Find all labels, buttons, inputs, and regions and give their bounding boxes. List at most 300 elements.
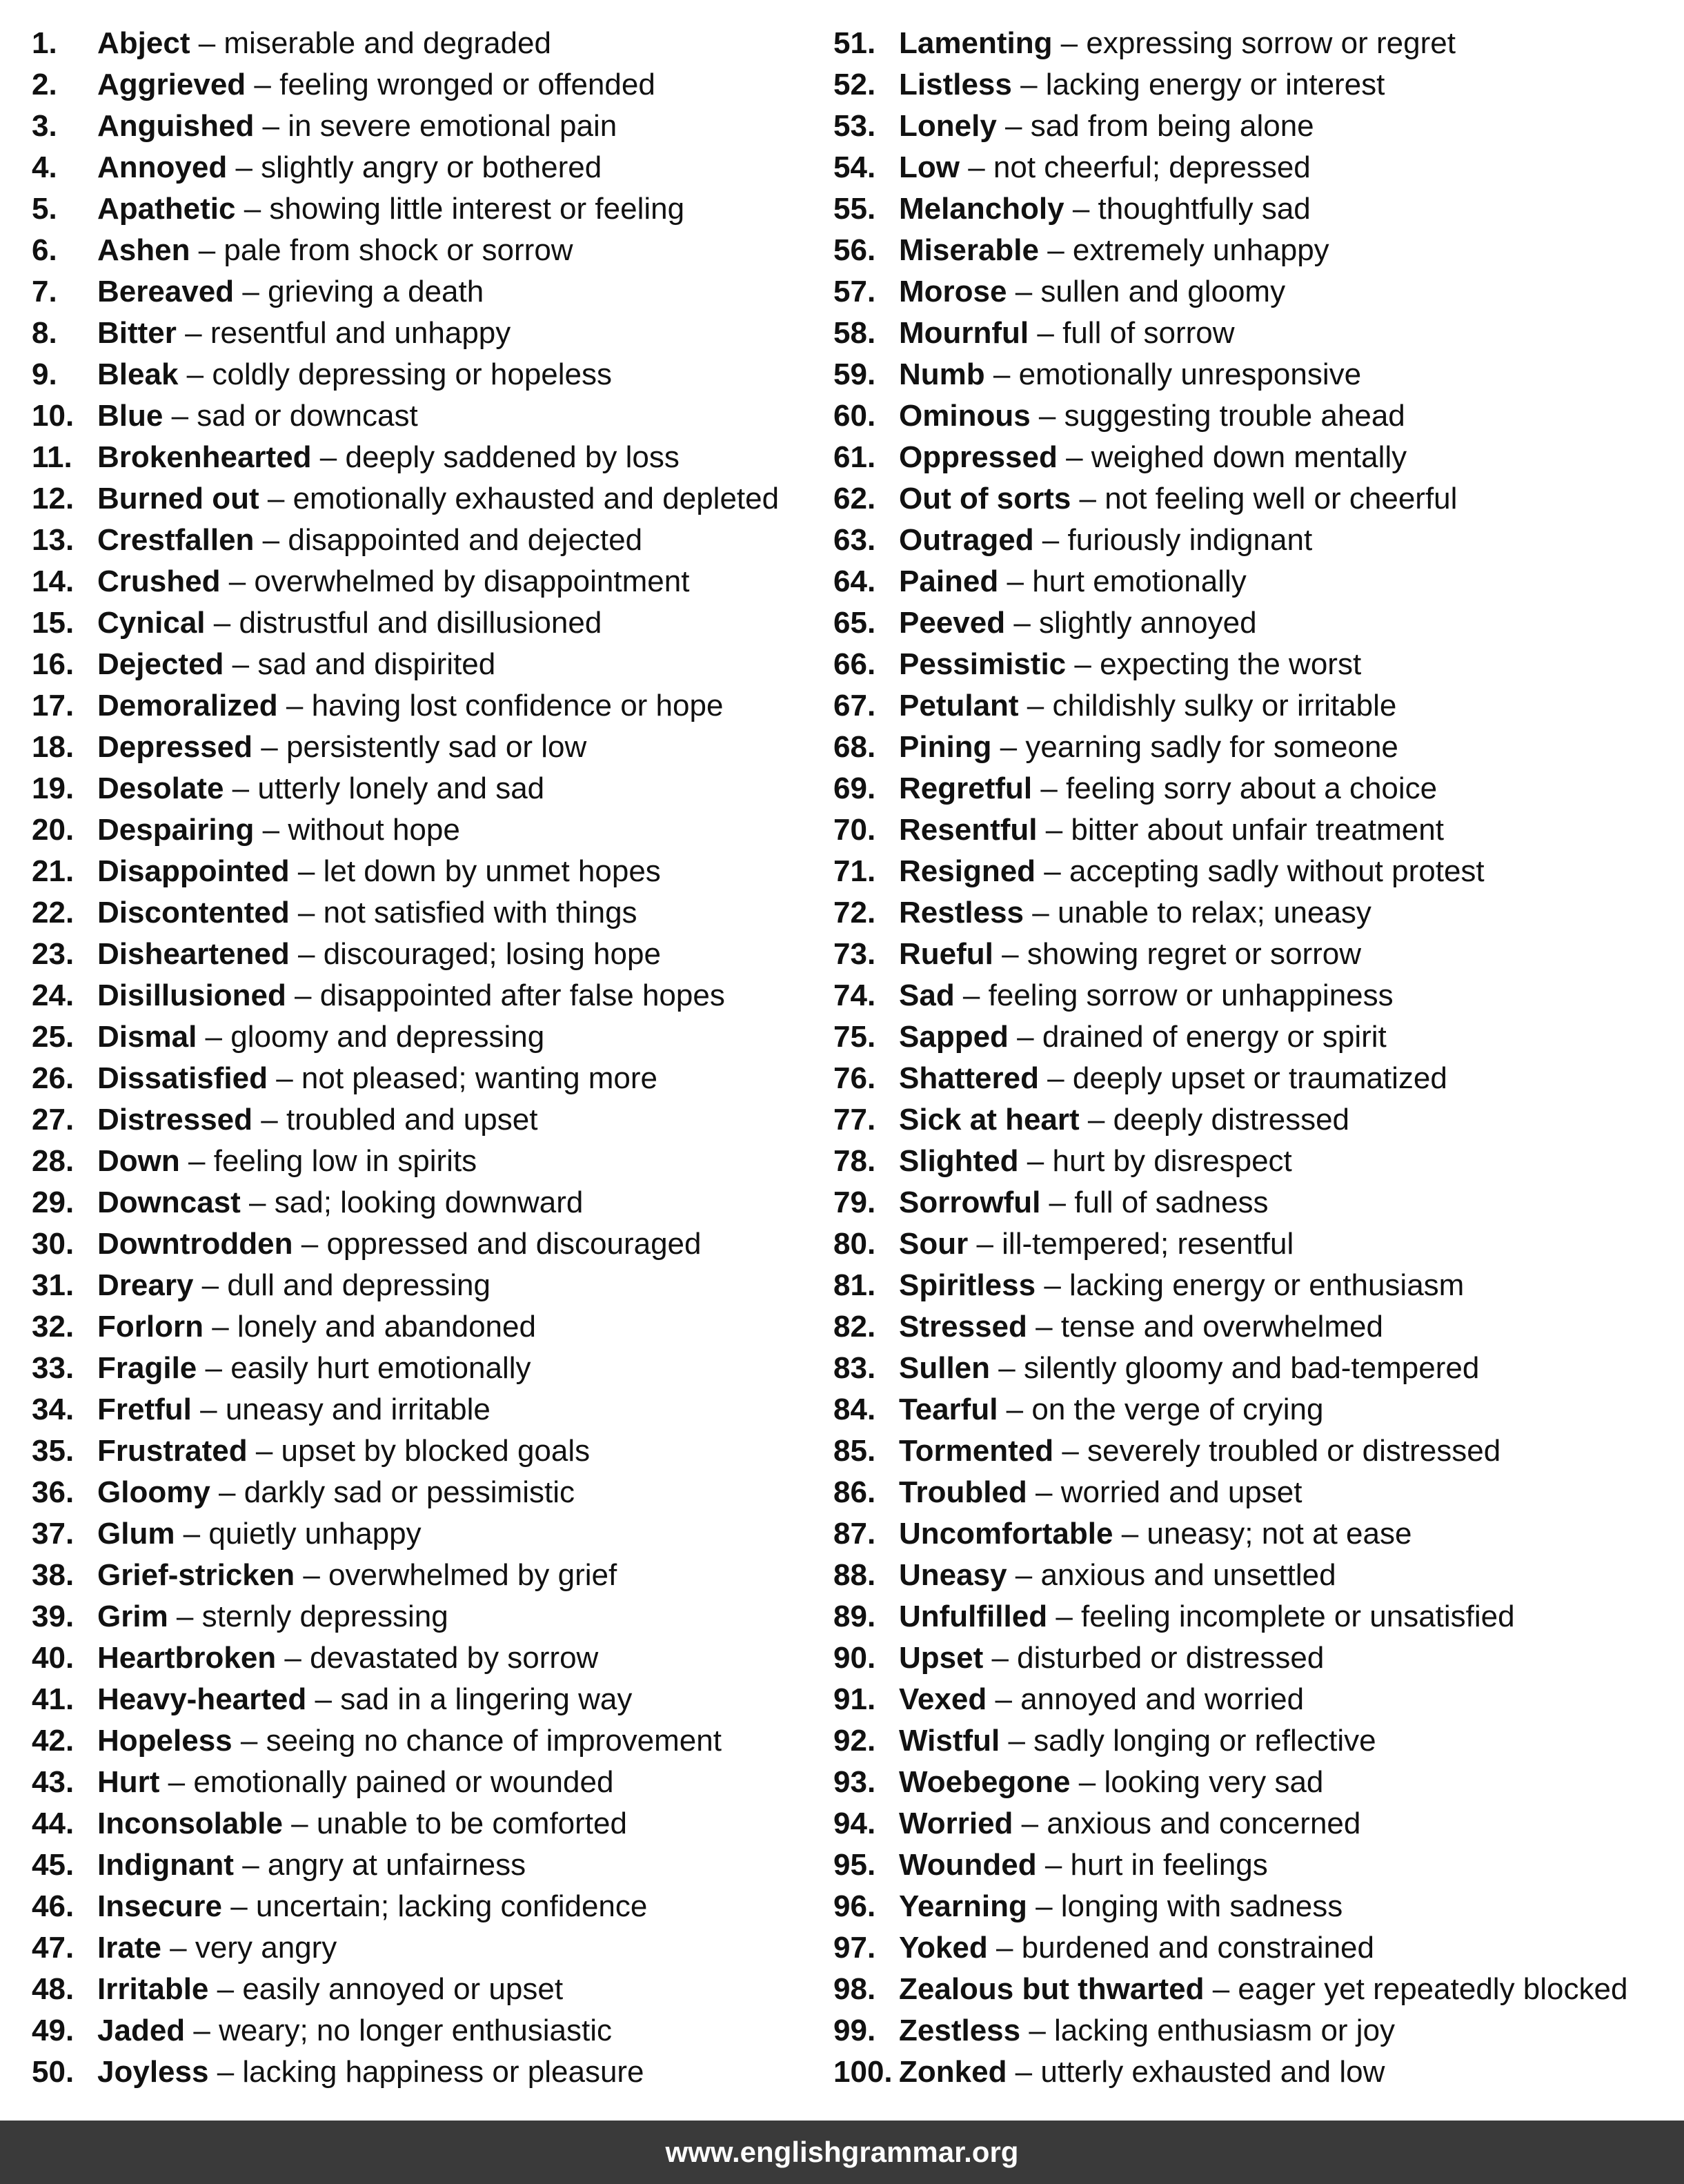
item-separator: –	[983, 1641, 1018, 1675]
item-word: Jaded	[97, 2014, 186, 2047]
item-definition: disappointed after false hopes	[319, 978, 725, 1012]
item-separator: –	[210, 1475, 244, 1509]
item-text	[899, 23, 1456, 64]
list-item	[32, 1430, 846, 1472]
item-word: Sorrowful	[899, 1186, 1041, 1219]
item-separator: –	[252, 730, 286, 764]
item-text	[97, 975, 725, 1016]
list-item	[32, 1348, 846, 1389]
list-item	[833, 478, 1647, 520]
list-item	[32, 106, 846, 147]
item-word: Regretful	[899, 771, 1033, 805]
item-definition: emotionally exhausted and depleted	[293, 482, 780, 515]
item-word: Spiritless	[899, 1268, 1036, 1302]
item-text	[899, 561, 1247, 602]
item-definition: lacking energy or enthusiasm	[1069, 1268, 1465, 1302]
item-number: 13.	[32, 523, 75, 557]
item-definition: feeling incomplete or unsatisfied	[1081, 1600, 1515, 1633]
item-number: 9.	[32, 357, 57, 391]
item-text	[899, 1969, 1627, 2010]
list-column-left	[32, 23, 846, 2093]
item-number: 55.	[833, 192, 876, 226]
item-definition: anxious and concerned	[1047, 1807, 1361, 1840]
item-text	[97, 1141, 477, 1182]
list-item	[833, 1306, 1647, 1348]
item-definition: persistently sad or low	[286, 730, 587, 764]
list-item	[833, 1720, 1647, 1762]
item-word: Forlorn	[97, 1310, 204, 1344]
item-text	[97, 934, 661, 975]
list-item	[32, 685, 846, 727]
item-number: 20.	[32, 813, 75, 847]
item-text	[899, 1265, 1464, 1306]
list-item	[833, 1762, 1647, 1803]
item-separator: –	[954, 978, 989, 1012]
item-definition: longing with sadness	[1060, 1889, 1343, 1923]
item-separator: –	[185, 2014, 219, 2047]
list-item	[32, 644, 846, 685]
list-item	[833, 1430, 1647, 1472]
item-word: Dismal	[97, 1020, 197, 1054]
item-definition: utterly lonely and sad	[257, 771, 545, 805]
item-number: 92.	[833, 1724, 876, 1758]
item-word: Dissatisfied	[97, 1061, 268, 1095]
item-definition: uneasy and irritable	[225, 1393, 491, 1426]
list-item	[32, 2010, 846, 2052]
item-definition: sullen and gloomy	[1040, 275, 1286, 308]
item-text	[97, 478, 779, 520]
list-item	[32, 1844, 846, 1886]
item-word: Zestless	[899, 2014, 1021, 2047]
item-definition: looking very sad	[1104, 1765, 1324, 1799]
item-number: 12.	[32, 482, 75, 515]
item-number: 7.	[32, 275, 57, 308]
item-text	[97, 1265, 491, 1306]
item-text	[899, 1182, 1269, 1223]
item-definition: on the verge of crying	[1031, 1393, 1324, 1426]
item-text	[899, 1099, 1349, 1141]
item-definition: deeply upset or traumatized	[1072, 1061, 1447, 1095]
item-number: 21.	[32, 854, 75, 888]
item-separator: –	[987, 1931, 1022, 1965]
item-separator: –	[1057, 440, 1091, 474]
item-text	[899, 520, 1312, 561]
list-item	[32, 230, 846, 271]
item-separator: –	[1038, 233, 1073, 267]
list-item	[32, 1803, 846, 1844]
item-word: Fretful	[97, 1393, 192, 1426]
item-text	[899, 644, 1361, 685]
item-word: Resentful	[899, 813, 1038, 847]
item-text	[97, 437, 680, 478]
list-item	[32, 1637, 846, 1679]
list-item	[833, 1637, 1647, 1679]
item-text	[97, 685, 723, 727]
item-text	[899, 1348, 1479, 1389]
list-item	[833, 851, 1647, 892]
item-word: Sapped	[899, 1020, 1009, 1054]
item-word: Out of sorts	[899, 482, 1071, 515]
item-text	[899, 727, 1398, 768]
list-item	[833, 1141, 1647, 1182]
item-definition: quietly unhappy	[208, 1517, 422, 1551]
item-definition: lacking energy or interest	[1045, 68, 1385, 101]
item-definition: slightly annoyed	[1039, 606, 1257, 640]
item-definition: lacking happiness or pleasure	[242, 2055, 644, 2089]
item-number: 97.	[833, 1931, 876, 1965]
list-item	[32, 478, 846, 520]
item-word: Hurt	[97, 1765, 160, 1799]
item-number: 25.	[32, 1020, 75, 1054]
list-item	[32, 1389, 846, 1430]
item-separator: –	[998, 1393, 1032, 1426]
list-item	[32, 1058, 846, 1099]
item-word: Grief-stricken	[97, 1558, 295, 1592]
item-number: 87.	[833, 1517, 876, 1551]
item-number: 14.	[32, 564, 75, 598]
list-item	[833, 1348, 1647, 1389]
item-number: 46.	[32, 1889, 75, 1923]
item-word: Downtrodden	[97, 1227, 293, 1261]
item-definition: upset by blocked goals	[281, 1434, 591, 1468]
item-definition: feeling sorry about a choice	[1066, 771, 1438, 805]
item-separator: –	[159, 1765, 194, 1799]
item-definition: disappointed and dejected	[288, 523, 643, 557]
item-word: Bereaved	[97, 275, 235, 308]
word-list	[0, 23, 1684, 2093]
item-text	[899, 685, 1396, 727]
item-definition: childishly sulky or irritable	[1052, 689, 1397, 722]
list-item	[32, 354, 846, 395]
item-definition: uncertain; lacking confidence	[255, 1889, 648, 1923]
item-number: 69.	[833, 771, 876, 805]
list-item	[32, 1762, 846, 1803]
item-text	[899, 2010, 1395, 2052]
item-separator: –	[1070, 1765, 1104, 1799]
list-item	[833, 561, 1647, 602]
list-item	[833, 1265, 1647, 1306]
item-definition: bitter about unfair treatment	[1071, 813, 1444, 847]
item-separator: –	[996, 109, 1031, 143]
item-definition: sad in a lingering way	[340, 1682, 633, 1716]
item-text	[899, 1058, 1447, 1099]
item-separator: –	[959, 150, 993, 184]
item-number: 59.	[833, 357, 876, 391]
item-definition: sad and dispirited	[257, 647, 496, 681]
item-separator: –	[311, 440, 346, 474]
item-text	[97, 1058, 657, 1099]
item-text	[97, 1223, 702, 1265]
item-word: Restless	[899, 896, 1024, 929]
list-item	[833, 1182, 1647, 1223]
item-number: 91.	[833, 1682, 876, 1716]
item-definition: full of sadness	[1074, 1186, 1269, 1219]
list-item	[833, 23, 1647, 64]
item-separator: –	[991, 730, 1026, 764]
item-word: Worried	[899, 1807, 1013, 1840]
item-separator: –	[232, 1724, 266, 1758]
item-definition: feeling low in spirits	[213, 1144, 477, 1178]
list-item	[32, 2052, 846, 2093]
item-number: 95.	[833, 1848, 876, 1882]
item-word: Tearful	[899, 1393, 998, 1426]
item-number: 28.	[32, 1144, 75, 1178]
item-definition: not feeling well or cheerful	[1104, 482, 1458, 515]
item-text	[899, 1762, 1323, 1803]
item-text	[899, 1637, 1324, 1679]
item-text	[899, 809, 1444, 851]
item-definition: angry at unfairness	[267, 1848, 526, 1882]
item-text	[899, 437, 1407, 478]
item-number: 72.	[833, 896, 876, 929]
list-item	[833, 1596, 1647, 1637]
item-separator: –	[254, 109, 288, 143]
item-separator: –	[1066, 647, 1100, 681]
item-text	[97, 768, 544, 809]
item-word: Irritable	[97, 1972, 209, 2006]
item-number: 74.	[833, 978, 876, 1012]
item-text	[97, 23, 551, 64]
item-number: 3.	[32, 109, 57, 143]
item-word: Mournful	[899, 316, 1029, 350]
item-definition: very angry	[195, 1931, 337, 1965]
item-separator: –	[1079, 1103, 1113, 1137]
list-item	[32, 1679, 846, 1720]
item-separator: –	[208, 2055, 243, 2089]
item-number: 99.	[833, 2014, 876, 2047]
item-word: Bleak	[97, 357, 179, 391]
list-item	[833, 1969, 1647, 2010]
item-word: Dejected	[97, 647, 224, 681]
item-word: Fragile	[97, 1351, 197, 1385]
item-separator: –	[1007, 2055, 1041, 2089]
item-number: 2.	[32, 68, 57, 101]
item-separator: –	[293, 1227, 327, 1261]
item-number: 98.	[833, 1972, 876, 2006]
item-word: Downcast	[97, 1186, 241, 1219]
item-number: 29.	[32, 1186, 75, 1219]
item-separator: –	[993, 937, 1027, 971]
item-word: Burned out	[97, 482, 259, 515]
item-text	[97, 1348, 531, 1389]
item-text	[97, 1555, 617, 1596]
item-text	[899, 1886, 1343, 1927]
item-word: Cynical	[97, 606, 206, 640]
item-definition: emotionally pained or wounded	[193, 1765, 614, 1799]
item-definition: sternly depressing	[201, 1600, 448, 1633]
item-separator: –	[267, 1061, 301, 1095]
item-definition: expressing sorrow or regret	[1086, 26, 1456, 60]
item-definition: expecting the worst	[1100, 647, 1362, 681]
list-item	[833, 1389, 1647, 1430]
item-word: Discontented	[97, 896, 290, 929]
list-item	[32, 437, 846, 478]
item-definition: hurt in feelings	[1070, 1848, 1268, 1882]
item-word: Frustrated	[97, 1434, 248, 1468]
item-text	[97, 1472, 575, 1513]
item-text	[97, 1513, 422, 1555]
item-number: 40.	[32, 1641, 75, 1675]
item-definition: drained of energy or spirit	[1042, 1020, 1387, 1054]
item-text	[899, 1430, 1500, 1472]
item-separator: –	[1027, 1475, 1061, 1509]
item-separator: –	[1018, 1144, 1053, 1178]
item-text	[97, 644, 495, 685]
list-item	[32, 313, 846, 354]
item-word: Disheartened	[97, 937, 290, 971]
list-item	[833, 230, 1647, 271]
item-word: Crestfallen	[97, 523, 255, 557]
item-text	[97, 106, 617, 147]
item-text	[97, 1886, 647, 1927]
item-definition: unable to relax; uneasy	[1057, 896, 1371, 929]
list-item	[32, 147, 846, 188]
list-item	[32, 727, 846, 768]
item-number: 78.	[833, 1144, 876, 1178]
item-text	[97, 1679, 632, 1720]
item-number: 52.	[833, 68, 876, 101]
item-text	[97, 892, 637, 934]
item-number: 5.	[32, 192, 57, 226]
item-separator: –	[190, 233, 224, 267]
item-separator: –	[1018, 689, 1053, 722]
item-definition: easily annoyed or upset	[242, 1972, 564, 2006]
item-definition: suggesting trouble ahead	[1064, 399, 1405, 433]
item-text	[899, 1927, 1374, 1969]
list-item	[32, 188, 846, 230]
item-text	[97, 64, 655, 106]
item-number: 79.	[833, 1186, 876, 1219]
item-separator: –	[247, 1434, 281, 1468]
item-separator: –	[1113, 1517, 1147, 1551]
item-separator: –	[176, 316, 210, 350]
item-word: Listless	[899, 68, 1012, 101]
item-separator: –	[1036, 1268, 1070, 1302]
item-number: 42.	[32, 1724, 75, 1758]
item-number: 81.	[833, 1268, 876, 1302]
list-item	[833, 1803, 1647, 1844]
list-item	[32, 602, 846, 644]
item-number: 49.	[32, 2014, 75, 2047]
item-word: Troubled	[899, 1475, 1027, 1509]
item-word: Melancholy	[899, 192, 1064, 226]
item-text	[899, 1472, 1302, 1513]
item-text	[97, 520, 642, 561]
list-item	[833, 1513, 1647, 1555]
list-item	[32, 1265, 846, 1306]
item-separator: –	[1029, 316, 1063, 350]
item-separator: –	[1027, 1310, 1061, 1344]
item-definition: tense and overwhelmed	[1060, 1310, 1383, 1344]
item-definition: coldly depressing or hopeless	[212, 357, 613, 391]
item-definition: gloomy and depressing	[230, 1020, 545, 1054]
item-number: 27.	[32, 1103, 75, 1137]
item-number: 57.	[833, 275, 876, 308]
item-word: Sullen	[899, 1351, 991, 1385]
item-word: Sick at heart	[899, 1103, 1080, 1137]
item-word: Shattered	[899, 1061, 1039, 1095]
item-text	[899, 64, 1385, 106]
item-separator: –	[282, 1807, 317, 1840]
item-text	[97, 1637, 598, 1679]
item-word: Desolate	[97, 771, 224, 805]
item-number: 64.	[833, 564, 876, 598]
item-text	[97, 1762, 613, 1803]
list-item	[833, 1886, 1647, 1927]
item-number: 43.	[32, 1765, 75, 1799]
list-item	[32, 1141, 846, 1182]
item-separator: –	[235, 192, 270, 226]
item-separator: –	[224, 771, 258, 805]
item-word: Ominous	[899, 399, 1031, 433]
item-separator: –	[208, 1972, 243, 2006]
item-definition: feeling sorrow or unhappiness	[988, 978, 1394, 1012]
item-separator: –	[221, 1889, 256, 1923]
item-word: Indignant	[97, 1848, 234, 1882]
list-item	[32, 1472, 846, 1513]
item-separator: –	[1005, 606, 1040, 640]
item-word: Insecure	[97, 1889, 222, 1923]
item-separator: –	[998, 564, 1033, 598]
item-text	[97, 147, 602, 188]
item-text	[899, 768, 1437, 809]
item-number: 60.	[833, 399, 876, 433]
list-item	[833, 271, 1647, 313]
item-text	[899, 1555, 1336, 1596]
list-item	[32, 64, 846, 106]
item-text	[97, 561, 689, 602]
item-definition: devastated by sorrow	[310, 1641, 599, 1675]
item-number: 32.	[32, 1310, 75, 1344]
item-separator: –	[295, 1558, 329, 1592]
item-separator: –	[1000, 1724, 1034, 1758]
item-number: 62.	[833, 482, 876, 515]
item-separator: –	[254, 523, 288, 557]
item-definition: deeply distressed	[1113, 1103, 1350, 1137]
item-word: Pining	[899, 730, 992, 764]
item-word: Stressed	[899, 1310, 1027, 1344]
item-word: Pessimistic	[899, 647, 1067, 681]
item-separator: –	[197, 1020, 231, 1054]
list-item	[833, 395, 1647, 437]
item-word: Petulant	[899, 689, 1019, 722]
item-word: Aggrieved	[97, 68, 246, 101]
item-word: Dreary	[97, 1268, 194, 1302]
list-column-right	[833, 23, 1647, 2093]
item-separator: –	[240, 1186, 275, 1219]
item-separator: –	[1020, 2014, 1055, 2047]
item-separator: –	[203, 1310, 237, 1344]
item-definition: let down by unmet hopes	[323, 854, 661, 888]
item-definition: resentful and unhappy	[210, 316, 511, 350]
item-definition: showing little interest or feeling	[269, 192, 685, 226]
item-word: Heavy-hearted	[97, 1682, 307, 1716]
item-separator: –	[220, 564, 255, 598]
item-word: Yearning	[899, 1889, 1027, 1923]
item-text	[899, 188, 1311, 230]
item-number: 54.	[833, 150, 876, 184]
item-number: 36.	[32, 1475, 75, 1509]
item-definition: sad or downcast	[197, 399, 418, 433]
item-separator: –	[1071, 482, 1105, 515]
list-item	[833, 2010, 1647, 2052]
item-word: Wounded	[899, 1848, 1037, 1882]
item-definition: weary; no longer enthusiastic	[219, 2014, 612, 2047]
list-item	[833, 727, 1647, 768]
item-number: 1.	[32, 26, 57, 60]
item-text	[899, 1306, 1383, 1348]
item-number: 77.	[833, 1103, 876, 1137]
